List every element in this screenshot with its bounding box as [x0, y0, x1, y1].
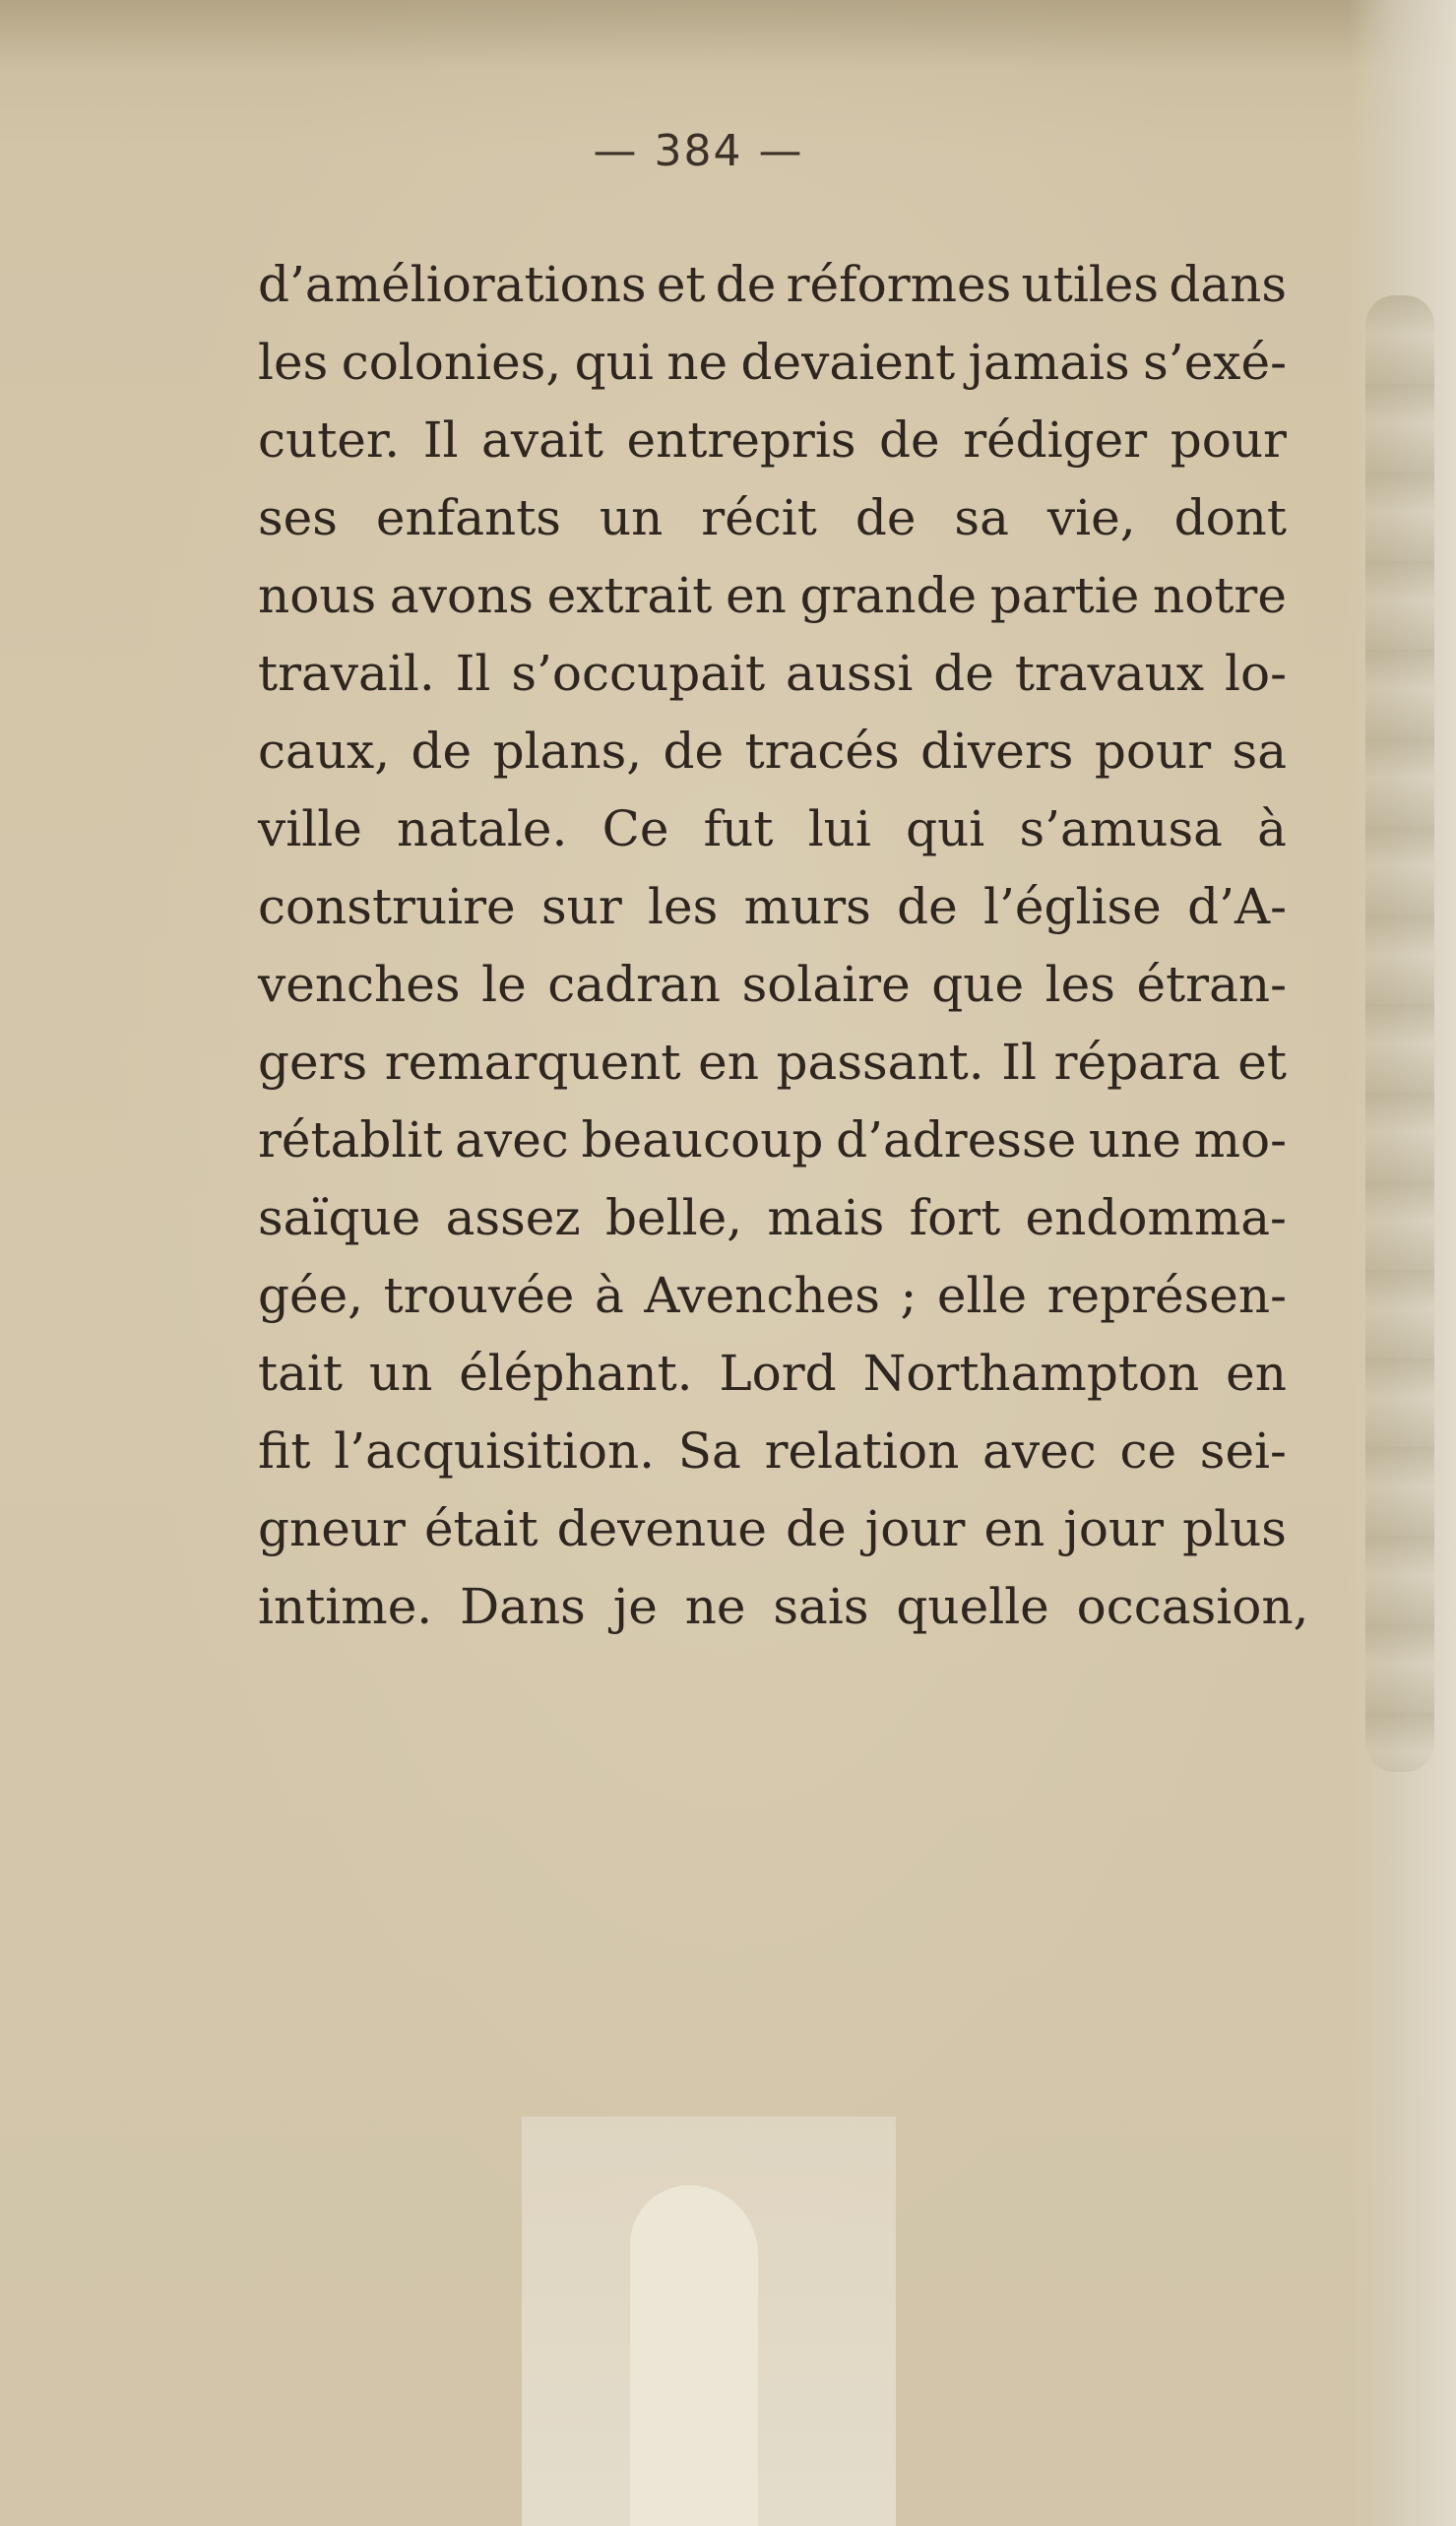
page-number: — 384 —: [593, 126, 804, 176]
text-line: d’améliorations et de réformes utiles dans: [258, 256, 1287, 313]
text-line: intime. Dans je ne sais quelle occasion,: [258, 1578, 1309, 1635]
text-line: cuter. Il avait entrepris de rédiger pour: [258, 411, 1287, 469]
text-line: tait un éléphant. Lord Northampton en: [258, 1345, 1287, 1402]
text-line: caux, de plans, de tracés divers pour sa: [258, 723, 1287, 780]
text-line: saïque assez belle, mais fort endomma-: [258, 1189, 1287, 1246]
text-line: nous avons extrait en grande partie notre: [258, 567, 1287, 624]
text-line: construire sur les murs de l’église d’A-: [258, 878, 1287, 935]
text-line: rétablit avec beaucoup d’adresse une mo-: [258, 1111, 1287, 1168]
text-line: ses enfants un récit de sa vie, dont: [258, 489, 1287, 546]
text-line: ville natale. Ce fut lui qui s’amusa à: [258, 800, 1287, 857]
text-line: gers remarquent en passant. Il répara et: [258, 1034, 1287, 1091]
text-line: gneur était devenue de jour en jour plus: [258, 1500, 1287, 1557]
paper-stain: [1365, 295, 1434, 1772]
body-text: [258, 246, 1309, 1646]
text-line: fit l’acquisition. Sa relation avec ce sei-: [258, 1422, 1287, 1480]
paper-tear: [630, 2185, 758, 2526]
text-line: gée, trouvée à Avenches ; elle représen-: [258, 1267, 1287, 1324]
text-line: travail. Il s’occupait aussi de travaux lo-: [258, 645, 1287, 702]
top-shadow: [0, 0, 1456, 69]
text-line: les colonies, qui ne devaient jamais s’exé-: [258, 334, 1287, 391]
text-line: venches le cadran solaire que les étran-: [258, 956, 1287, 1013]
